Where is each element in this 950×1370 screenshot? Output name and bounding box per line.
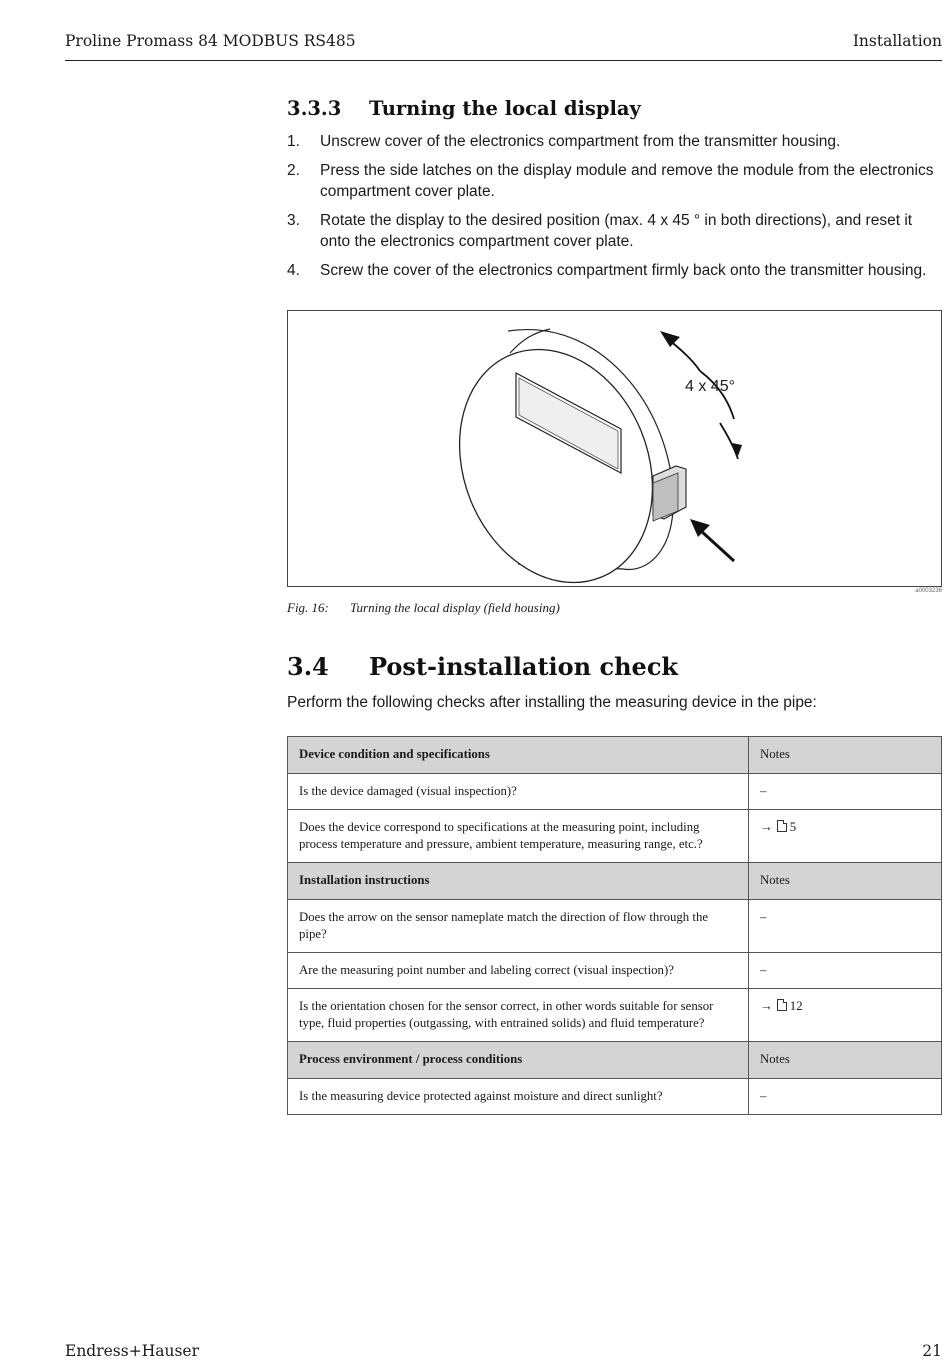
display-rotation-figure [287,310,942,587]
caption-label: Fig. 16: [287,600,329,615]
table-row [288,810,942,863]
check-cell: Is the orientation chosen for the sensor correct, in other words suitable for sensor type, fluid properties (outgassing, with entrained solids) and fluid temperature? [288,989,749,1042]
step-text: Press the side latches on the display module and remove the module from the electronics compartment cover plate. [320,162,934,200]
step-text: Unscrew cover of the electronics compartment from the transmitter housing. [320,133,841,150]
intro-paragraph: Perform the following checks after installing the measuring device in the pipe: [287,694,817,711]
notes-heading: Notes [749,737,942,774]
rotation-label: 4 x 45° [685,378,735,395]
post-installation-check-table [287,736,942,1115]
footer-brand: Endress+Hauser [65,1342,199,1360]
step-number: 2. [287,162,300,179]
arrow-symbol: → [760,999,773,1013]
note-cell: – [749,900,942,953]
check-cell: Does the device correspond to specifications at the measuring point, including process temperature and pressure, ambient temperature, measuring range, etc.? [288,810,749,863]
table-group-header [288,737,942,774]
table-group-header [288,1042,942,1079]
step-text: Screw the cover of the electronics compartment firmly back onto the transmitter housing. [320,262,927,279]
step-number: 3. [287,212,300,229]
check-cell: Are the measuring point number and labeling correct (visual inspection)? [288,953,749,989]
section-number: 3.4 [287,652,329,681]
page-reference-icon [777,999,787,1011]
page-header [65,30,942,61]
section-number: 3.3.3 [287,97,342,120]
table-row [288,774,942,810]
table-group-header [288,863,942,900]
figure-id: a0003236 [915,588,942,594]
list-item [287,131,942,152]
check-cell: Does the arrow on the sensor nameplate match the direction of flow through the pipe? [288,900,749,953]
notes-heading: Notes [749,863,942,900]
check-cell: Is the device damaged (visual inspection)? [288,774,749,810]
note-cell [749,810,942,863]
caption-text: Turning the local display (field housing) [350,600,560,615]
page-reference: 12 [789,999,803,1013]
note-cell: – [749,774,942,810]
note-cell: – [749,953,942,989]
step-number: 4. [287,262,300,279]
group-heading: Device condition and specifications [288,737,749,774]
step-number: 1. [287,133,300,150]
group-heading: Process environment / process conditions [288,1042,749,1079]
group-heading: Installation instructions [288,863,749,900]
table-row [288,953,942,989]
check-cell: Is the measuring device protected against moisture and direct sunlight? [288,1079,749,1115]
table-row [288,989,942,1042]
section-title: Post-installation check [369,652,679,681]
step-list [287,131,942,289]
page-reference: 5 [789,820,797,834]
page-reference-icon [777,820,787,832]
arrow-symbol: → [760,820,773,834]
section-title: Turning the local display [369,97,641,120]
note-cell: – [749,1079,942,1115]
note-cell [749,989,942,1042]
list-item [287,260,942,281]
display-module-illustration [288,311,941,586]
page-number: 21 [922,1342,942,1360]
step-text: Rotate the display to the desired position (max. 4 x 45 ° in both directions), and reset it onto the electronics compartment cover plate. [320,212,913,250]
header-title: Proline Promass 84 MODBUS RS485 [65,32,356,50]
list-item [287,160,942,202]
notes-heading: Notes [749,1042,942,1079]
list-item [287,210,942,252]
header-section: Installation [852,32,942,50]
table-row [288,900,942,953]
table-row [288,1079,942,1115]
